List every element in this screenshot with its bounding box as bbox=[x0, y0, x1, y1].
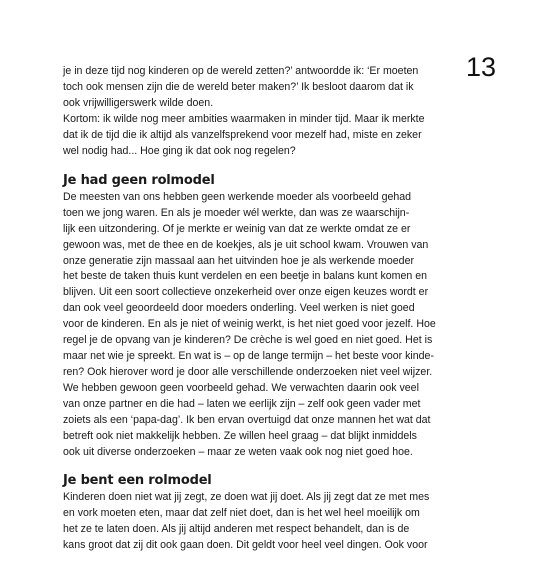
text-line: betreft ook niet makkelijk hebben. Ze willen heel graag – dat blijkt inmiddels bbox=[63, 430, 417, 443]
text-column bbox=[63, 64, 435, 554]
text-line: dan ook veel geoordeeld door moeders onderling. Veel werken is niet goed bbox=[63, 302, 415, 315]
text-line: het ze te laten doen. Als jij altijd anderen met respect behandelt, dan is de bbox=[63, 522, 410, 535]
section-paragraph bbox=[63, 490, 435, 554]
text-line: ren? Ook hierover word je door alle verschillende onderzoeken niet veel wijzer. bbox=[63, 366, 433, 379]
text-line: ook uit diverse onderzoeken – maar ze weten vaak ook nog niet goed hoe. bbox=[63, 445, 413, 458]
text-line: maar net wie je spreekt. En wat is – op de lange termijn – het beste voor kinde- bbox=[63, 350, 434, 363]
text-line: toen we jong waren. En als je moeder wél werkte, dan was ze waarschijn- bbox=[63, 206, 410, 219]
text-line: het beste de taken thuis kunt verdelen en een beetje in balans kunt komen en bbox=[63, 270, 427, 283]
section-heading: Je bent een rolmodel bbox=[63, 472, 212, 488]
text-line: gewoon was, met de thee en de koekjes, als je uit school kwam. Vrouwen van bbox=[63, 238, 429, 251]
text-line: wel nodig had... Hoe ging ik dat ook nog regelen? bbox=[63, 144, 296, 157]
text-line: regel je de opvang van je kinderen? De crèche is wel goed en niet goed. Het is bbox=[63, 334, 433, 347]
text-line: voor de kinderen. En als je niet of weinig werkt, is het niet goed voor jezelf. Hoe bbox=[63, 318, 436, 331]
section-heading: Je had geen rolmodel bbox=[63, 172, 215, 188]
text-line: en vork moeten eten, maar dat zelf niet doet, dan is het wel heel moeilijk om bbox=[63, 506, 420, 519]
text-line: zoiets als een ‘papa-dag’. Ik ben ervan overtuigd dat onze mannen het wat dat bbox=[63, 414, 431, 427]
text-line: lijk een uitzondering. Of je merkte er weinig van dat ze werkte omdat ze er bbox=[63, 222, 411, 235]
text-line: toch ook mensen zijn die de wereld beter maken?’ Ik besloot daarom dat ik bbox=[63, 80, 414, 93]
section-paragraph bbox=[63, 190, 435, 461]
page-number: 13 bbox=[466, 52, 497, 82]
text-line: blijven. Uit een soort collectieve onzekerheid over onze eigen keuzes wordt er bbox=[63, 286, 429, 299]
intro-paragraph bbox=[63, 64, 435, 160]
text-line: Kinderen doen niet wat jij zegt, ze doen wat jij doet. Als jij zegt dat ze met mes bbox=[63, 490, 430, 503]
text-line: onze generatie zijn massaal aan het uitvinden hoe je als werkende moeder bbox=[63, 254, 414, 267]
text-line: Kortom: ik wilde nog meer ambities waarmaken in minder tijd. Maar ik merkte bbox=[63, 112, 425, 125]
text-line: dat ik de tijd die ik altijd als vanzelfsprekend voor mezelf had, miste en zeker bbox=[63, 128, 422, 141]
text-line: De meesten van ons hebben geen werkende moeder als voorbeeld gehad bbox=[63, 190, 412, 203]
text-line: We hebben gewoon geen voorbeeld gehad. We verwachten daarin ook veel bbox=[63, 382, 419, 395]
text-line: je in deze tijd nog kinderen op de wereld zetten?’ antwoordde ik: ‘Er moeten bbox=[63, 65, 419, 77]
text-line: ook vrijwilligerswerk wilde doen. bbox=[63, 96, 214, 109]
text-line: van onze partner en die had – laten we eerlijk zijn – zelf ook geen vader met bbox=[63, 398, 421, 411]
text-line: kans groot dat zij dit ook gaan doen. Dit geldt voor heel veel dingen. Ook voor bbox=[63, 538, 428, 551]
